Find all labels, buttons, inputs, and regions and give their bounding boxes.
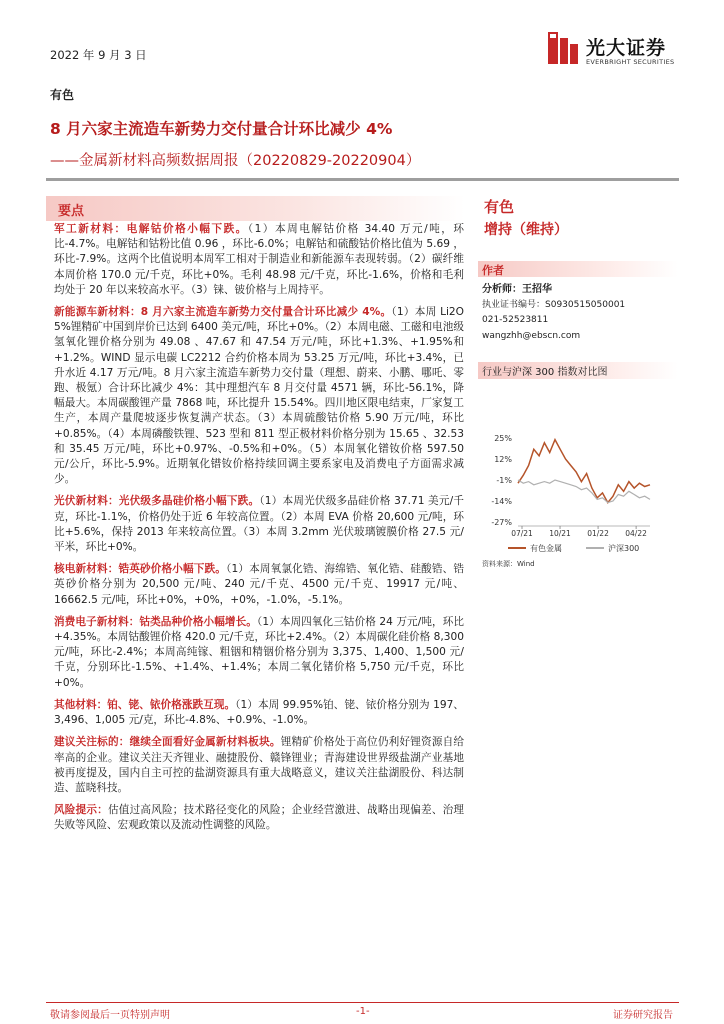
paragraph-other <box>54 698 464 728</box>
footer-report-type: 证券研究报告 <box>613 1010 673 1021</box>
report-sector: 有色 <box>50 88 75 102</box>
paragraph-text: （1）本周光伏级多晶硅价格 37.71 美元/千克，环比-1.1%，价格仍处于近 6 年较高位置。（2）本周 EVA 价格 20,600 元/吨，环比+5.6%，保持 2013 年来较高位置。（3）本周 3.2mm 光伏玻璃镀膜价格 27.5 元/平米，环比+0%。 <box>54 495 465 554</box>
chart-header <box>478 362 678 379</box>
paragraph-lead: 新能源车新材料：8 月六家主流造车新势力交付量合计环比减少 4%。 <box>54 306 392 319</box>
author-info <box>482 282 625 344</box>
analyst-email[interactable]: wangzhh@ebscn.com <box>482 330 581 341</box>
report-title: 8 月六家主流造车新势力交付量合计环比减少 4% <box>50 120 393 138</box>
logo-mark <box>548 32 578 64</box>
index-comparison-chart <box>478 420 678 570</box>
x-tick-label: 07/21 <box>511 529 533 538</box>
sidebar-sector: 有色 <box>484 198 515 216</box>
paragraph-text: （1）本周氧氯化锆、海绵锆、氧化锆、硅酸锆、锆英砂价格分别为 20,500 元/吨、240 元/千克、4500 元/千克、19917 元/吨、16662.5 元/吨，环比+0%，+0%，+0%，-1.0%，-5.1%。 <box>54 563 464 606</box>
rating-badge: 增持（维持） <box>484 222 568 238</box>
paragraph-lead: 建议关注标的：继续全面看好金属新材料板块。 <box>54 736 281 749</box>
paragraph-risk <box>54 803 464 833</box>
paragraph-military <box>54 222 464 298</box>
author-header-label: 作者 <box>482 264 504 277</box>
logo-subtitle: EVERBRIGHT SECURITIES <box>586 58 675 66</box>
paragraph-text: （1）本周电解钴价格 34.40 万元/吨，环比-4.7%。电解钴和钴粉比值 0.96 ，环比-6.0%；电解钴和硫酸钴价格比值为 5.69 ，环比-7.9%。这两个比值说明本周军工相对于制造业和新能源车表现转弱。（2）碳纤维本周价格 170.0 元/千克，环比+0%。毛利 48.98 元/千克，环比-1.6%，价格和毛利均处于 20 年以来较高水平。（3）铼、铍价格与上周持平。 <box>54 223 464 296</box>
paragraph-lead: 军工新材料：电解钴价格小幅下跌。 <box>54 223 248 235</box>
y-tick-label: -14% <box>491 497 512 506</box>
page-number: -1- <box>356 1006 370 1017</box>
key-points-header <box>46 196 465 221</box>
paragraph-text: （1）本周四氧化三钴价格 24 万元/吨，环比+4.35%。本周钴酸锂价格 420.0 元/千克，环比+2.4%。（2）本周碳化硅价格 8,300 元/吨，环比-2.4%；本周高纯镓、粗铟和精铟价格分别为 3,375、1,400、1,500 元/千克，分别环比-1.5%、+1.4%、+1.4%；本周二氧化锗价格 5,750 元/千克，环比+0%。 <box>54 615 464 689</box>
analyst-name: 王招华 <box>522 284 552 295</box>
title-divider <box>46 178 679 181</box>
chart-header-label: 行业与沪深 300 指数对比图 <box>482 367 608 378</box>
footer-divider <box>46 1002 679 1003</box>
y-tick-label: -1% <box>496 476 512 485</box>
paragraph-lead: 消费电子新材料：钴类品种价格小幅增长。 <box>54 615 257 628</box>
analyst-cert: 执业证书编号：S0930515050001 <box>482 299 626 310</box>
series-line-nonferrous <box>518 440 650 503</box>
paragraph-lead: 核电新材料：锆英砂价格小幅下跌。 <box>54 563 227 576</box>
chart-source: 资料来源：Wind <box>482 560 535 568</box>
report-date: 2022 年 9 月 3 日 <box>50 48 147 62</box>
paragraph-consumer <box>54 615 464 691</box>
x-tick-label: 01/22 <box>587 529 609 538</box>
y-tick-label: 12% <box>494 455 512 464</box>
paragraph-lead: 其他材料：铂、铑、铱价格涨跌互现。 <box>54 698 236 711</box>
author-header <box>478 261 678 277</box>
logo-name: 光大证券 <box>586 37 667 59</box>
paragraph-nuclear <box>54 562 464 608</box>
key-points-label: 要点 <box>58 204 85 219</box>
key-points-body <box>54 222 464 841</box>
paragraph-recommendation <box>54 735 464 796</box>
footer-disclaimer: 敬请参阅最后一页特别声明 <box>50 1010 170 1021</box>
x-tick-label: 10/21 <box>549 529 571 538</box>
paragraph-lead: 光伏新材料：光伏级多晶硅价格小幅下跌。 <box>54 495 260 508</box>
analyst-label: 分析师： <box>482 284 522 295</box>
paragraph-text: （1）本周 Li2O 5%锂精矿中国到岸价已达到 6400 美元/吨，环比+0%。（2）本周电磁、工磁和电池级氢氧化锂价格分别为 49.08 、47.67 和 47.54 万元/吨，环比+1.3%、+1.95%和+1.2%。WIND 显示电碳 LC2212 合约价格本周为 53.25 万元/吨，环比+3.4%，已升水近 4.17 万元/吨。8 月六家主流造车新势力交付量（理想、蔚来、小鹏、哪吒、零跑、极氪）合计环比减少 4%：其中理想汽车 8 月交付量 4571 辆，环比-56.1%，降幅最大。本周碳酸锂产量 7868 吨，环比提升 15.54%。四川地区限电结束，厂家复工生产，本周产量爬坡逐步恢复满产状态。（3）本周硫酸钴价格 5.90 万元/吨，环比+0.85%。（4）本周磷酸铁锂、523 型和 811 型正极材料价格分别为 15.65 、32.53 和 35.45 万元/吨，环比+0.97%、-0.5%和+0%。（5）本周氧化镨钕价格 597.50 元/公斤，环比-5.9%。近期氧化镨钕价格持续回调主要系家电及消费电子方面需求减少。 <box>54 306 464 486</box>
paragraph-text: 估值过高风险；技术路径变化的风险；企业经营激进、战略出现偏差、治理失败等风险、宏观政策以及流动性调整的风险。 <box>54 804 465 832</box>
legend-label: 有色金属 <box>530 544 562 553</box>
paragraph-ev <box>54 305 464 487</box>
paragraph-lead: 风险提示： <box>54 804 108 817</box>
legend-label: 沪深300 <box>608 544 640 553</box>
paragraph-pv <box>54 494 464 555</box>
y-tick-label: -27% <box>491 518 512 527</box>
analyst-line <box>482 282 625 298</box>
paragraph-text: （1）本周 99.95%铂、铑、铱价格分别为 197、3,496、1,005 元/克，环比-4.8%、+0.9%、-1.0%。 <box>54 698 464 727</box>
x-tick-label: 04/22 <box>625 529 647 538</box>
analyst-phone: 021-52523811 <box>482 315 549 325</box>
y-tick-label: 25% <box>494 434 512 443</box>
paragraph-text: 锂精矿价格处于高位仍利好锂资源自给率高的企业。建议关注天齐锂业、融捷股份、赣锋锂业；青海建设世界级盐湖产业基地被再度提及，国内自主可控的盐湖资源具有重大战略意义，建议关注盐湖股份、科达制造、蓝晓科技。 <box>54 736 465 794</box>
report-subtitle: ——金属新材料高频数据周报（20220829-20220904） <box>50 153 421 169</box>
